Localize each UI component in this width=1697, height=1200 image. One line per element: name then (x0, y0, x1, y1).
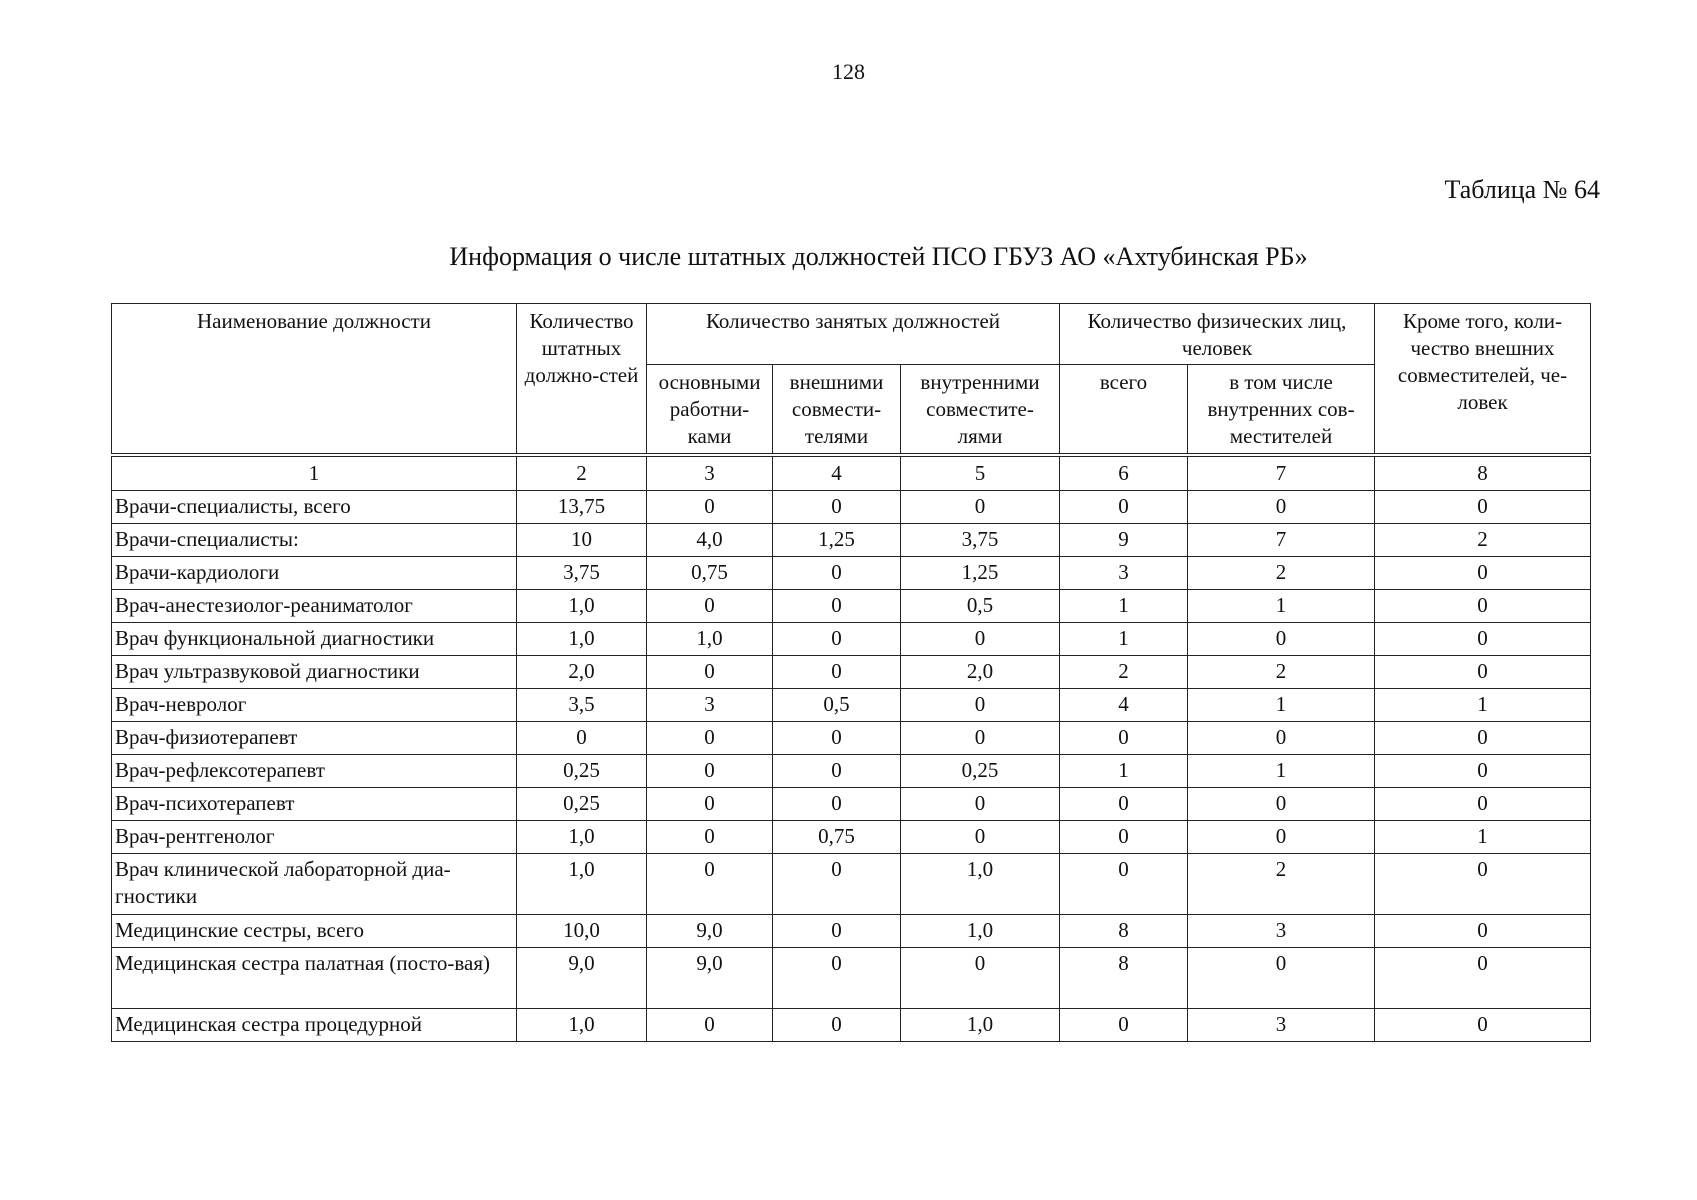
column-number: 5 (901, 455, 1060, 491)
value-cell: 9,0 (647, 915, 773, 948)
table-row (112, 788, 1591, 821)
header-staff-positions-count: Количество штатных должно-стей (517, 304, 647, 456)
value-cell: 2 (1188, 854, 1375, 915)
position-name-cell: Врач-физиотерапевт (112, 722, 517, 755)
value-cell: 0,75 (773, 821, 901, 854)
table-body (112, 455, 1591, 1042)
position-name-cell: Медицинские сестры, всего (112, 915, 517, 948)
value-cell: 13,75 (517, 491, 647, 524)
value-cell: 0 (1375, 491, 1591, 524)
header-persons-total: всего (1060, 365, 1188, 456)
value-cell: 0 (647, 656, 773, 689)
value-cell: 0 (1375, 623, 1591, 656)
table-row (112, 491, 1591, 524)
value-cell: 0 (1375, 722, 1591, 755)
column-number: 6 (1060, 455, 1188, 491)
value-cell: 8 (1060, 915, 1188, 948)
position-name-cell: Врач-анестезиолог-реаниматолог (112, 590, 517, 623)
position-name-cell: Врач-рентгенолог (112, 821, 517, 854)
header-occupied-external: внешними совмести-телями (773, 365, 901, 456)
value-cell: 1,0 (517, 1009, 647, 1042)
value-cell: 0 (1375, 915, 1591, 948)
value-cell: 0 (773, 590, 901, 623)
table-row (112, 557, 1591, 590)
header-occupied-internal: внутренними совместите-лями (901, 365, 1060, 456)
value-cell: 3 (1188, 915, 1375, 948)
column-number: 1 (112, 455, 517, 491)
value-cell: 2 (1188, 557, 1375, 590)
value-cell: 0 (773, 623, 901, 656)
header-occupied-positions: Количество занятых должностей (647, 304, 1060, 365)
value-cell: 10,0 (517, 915, 647, 948)
column-number: 7 (1188, 455, 1375, 491)
value-cell: 0 (1188, 623, 1375, 656)
value-cell: 3,75 (901, 524, 1060, 557)
table-row (112, 854, 1591, 915)
value-cell: 1 (1375, 821, 1591, 854)
value-cell: 0 (901, 821, 1060, 854)
value-cell: 1 (1188, 755, 1375, 788)
value-cell: 3,75 (517, 557, 647, 590)
value-cell: 0 (1060, 821, 1188, 854)
value-cell: 0 (901, 623, 1060, 656)
value-cell: 0 (773, 788, 901, 821)
position-name-cell: Врач-невролог (112, 689, 517, 722)
value-cell: 0 (1188, 491, 1375, 524)
value-cell: 3,5 (517, 689, 647, 722)
value-cell: 0 (1060, 854, 1188, 915)
position-name-cell: Врачи-кардиологи (112, 557, 517, 590)
position-name-cell: Врачи-специалисты, всего (112, 491, 517, 524)
value-cell: 1,0 (901, 854, 1060, 915)
value-cell: 0 (901, 491, 1060, 524)
value-cell: 0 (517, 722, 647, 755)
table-row (112, 915, 1591, 948)
value-cell: 1 (1188, 689, 1375, 722)
value-cell: 2 (1060, 656, 1188, 689)
table-row (112, 524, 1591, 557)
table-row (112, 821, 1591, 854)
position-name-cell: Врач ультразвуковой диагностики (112, 656, 517, 689)
value-cell: 0 (1060, 1009, 1188, 1042)
value-cell: 0 (1375, 656, 1591, 689)
value-cell: 0 (901, 689, 1060, 722)
value-cell: 3 (1188, 1009, 1375, 1042)
value-cell: 1 (1060, 755, 1188, 788)
value-cell: 0 (773, 722, 901, 755)
value-cell: 0 (1375, 948, 1591, 1009)
value-cell: 0 (1188, 821, 1375, 854)
value-cell: 9,0 (647, 948, 773, 1009)
value-cell: 1 (1060, 623, 1188, 656)
table-label: Таблица № 64 (1444, 175, 1600, 204)
value-cell: 0 (647, 491, 773, 524)
value-cell: 1,25 (773, 524, 901, 557)
value-cell: 0 (773, 1009, 901, 1042)
staff-positions-table (111, 303, 1591, 1042)
table-row (112, 656, 1591, 689)
position-name-cell: Медицинская сестра процедурной (112, 1009, 517, 1042)
column-number-row (112, 455, 1591, 491)
value-cell: 0,5 (773, 689, 901, 722)
position-name-cell: Врач клинической лабораторной диа-гностики (112, 854, 517, 915)
value-cell: 2,0 (517, 656, 647, 689)
value-cell: 0 (1188, 722, 1375, 755)
header-external-extra: Кроме того, коли-чество внешних совместителей, че-ловек (1375, 304, 1591, 456)
value-cell: 0 (647, 590, 773, 623)
value-cell: 1,0 (517, 623, 647, 656)
value-cell: 0 (773, 948, 901, 1009)
value-cell: 0 (1375, 755, 1591, 788)
value-cell: 0 (773, 915, 901, 948)
value-cell: 1,0 (647, 623, 773, 656)
value-cell: 0,25 (517, 755, 647, 788)
value-cell: 0 (773, 557, 901, 590)
value-cell: 0,25 (517, 788, 647, 821)
table-row (112, 590, 1591, 623)
value-cell: 2 (1188, 656, 1375, 689)
value-cell: 0,5 (901, 590, 1060, 623)
value-cell: 3 (1060, 557, 1188, 590)
value-cell: 1 (1060, 590, 1188, 623)
position-name-cell: Медицинская сестра палатная (посто-вая) (112, 948, 517, 1009)
value-cell: 1,0 (901, 1009, 1060, 1042)
value-cell: 0 (1060, 722, 1188, 755)
value-cell: 1,25 (901, 557, 1060, 590)
value-cell: 4,0 (647, 524, 773, 557)
value-cell: 1,0 (517, 854, 647, 915)
table-row (112, 689, 1591, 722)
value-cell: 1,0 (517, 590, 647, 623)
value-cell: 0 (1188, 788, 1375, 821)
position-name-cell: Врачи-специалисты: (112, 524, 517, 557)
column-number: 4 (773, 455, 901, 491)
value-cell: 0 (1375, 854, 1591, 915)
value-cell: 0 (773, 491, 901, 524)
value-cell: 0 (1060, 491, 1188, 524)
value-cell: 1,0 (517, 821, 647, 854)
table-row (112, 948, 1591, 1009)
table-row (112, 755, 1591, 788)
header-position-name: Наименование должности (112, 304, 517, 456)
header-persons-internal: в том числе внутренних сов-местителей (1188, 365, 1375, 456)
table-row (112, 1009, 1591, 1042)
position-name-cell: Врач-психотерапевт (112, 788, 517, 821)
value-cell: 8 (1060, 948, 1188, 1009)
value-cell: 0 (901, 722, 1060, 755)
value-cell: 0,75 (647, 557, 773, 590)
column-number: 2 (517, 455, 647, 491)
position-name-cell: Врач функциональной диагностики (112, 623, 517, 656)
page-number: 128 (832, 59, 865, 84)
value-cell: 0 (647, 755, 773, 788)
value-cell: 4 (1060, 689, 1188, 722)
value-cell: 0 (647, 722, 773, 755)
value-cell: 0 (647, 854, 773, 915)
value-cell: 10 (517, 524, 647, 557)
value-cell: 3 (647, 689, 773, 722)
value-cell: 0 (647, 1009, 773, 1042)
column-number: 3 (647, 455, 773, 491)
document-title: Информация о числе штатных должностей ПСО ГБУЗ АО «Ахтубинская РБ» (449, 242, 1308, 271)
value-cell: 0 (1188, 948, 1375, 1009)
column-number: 8 (1375, 455, 1591, 491)
value-cell: 2 (1375, 524, 1591, 557)
value-cell: 9 (1060, 524, 1188, 557)
position-name-cell: Врач-рефлексотерапевт (112, 755, 517, 788)
value-cell: 0 (773, 755, 901, 788)
value-cell: 0 (1375, 557, 1591, 590)
value-cell: 0 (773, 854, 901, 915)
value-cell: 0 (1060, 788, 1188, 821)
table-row (112, 623, 1591, 656)
value-cell: 0 (647, 788, 773, 821)
table-row (112, 722, 1591, 755)
value-cell: 0 (773, 656, 901, 689)
value-cell: 1 (1375, 689, 1591, 722)
value-cell: 2,0 (901, 656, 1060, 689)
value-cell: 1,0 (901, 915, 1060, 948)
header-physical-persons: Количество физических лиц, человек (1060, 304, 1375, 365)
header-occupied-main: основными работни-ками (647, 365, 773, 456)
value-cell: 0,25 (901, 755, 1060, 788)
value-cell: 0 (1375, 590, 1591, 623)
value-cell: 1 (1188, 590, 1375, 623)
value-cell: 0 (1375, 1009, 1591, 1042)
value-cell: 0 (1375, 788, 1591, 821)
value-cell: 7 (1188, 524, 1375, 557)
value-cell: 9,0 (517, 948, 647, 1009)
value-cell: 0 (647, 821, 773, 854)
value-cell: 0 (901, 948, 1060, 1009)
value-cell: 0 (901, 788, 1060, 821)
